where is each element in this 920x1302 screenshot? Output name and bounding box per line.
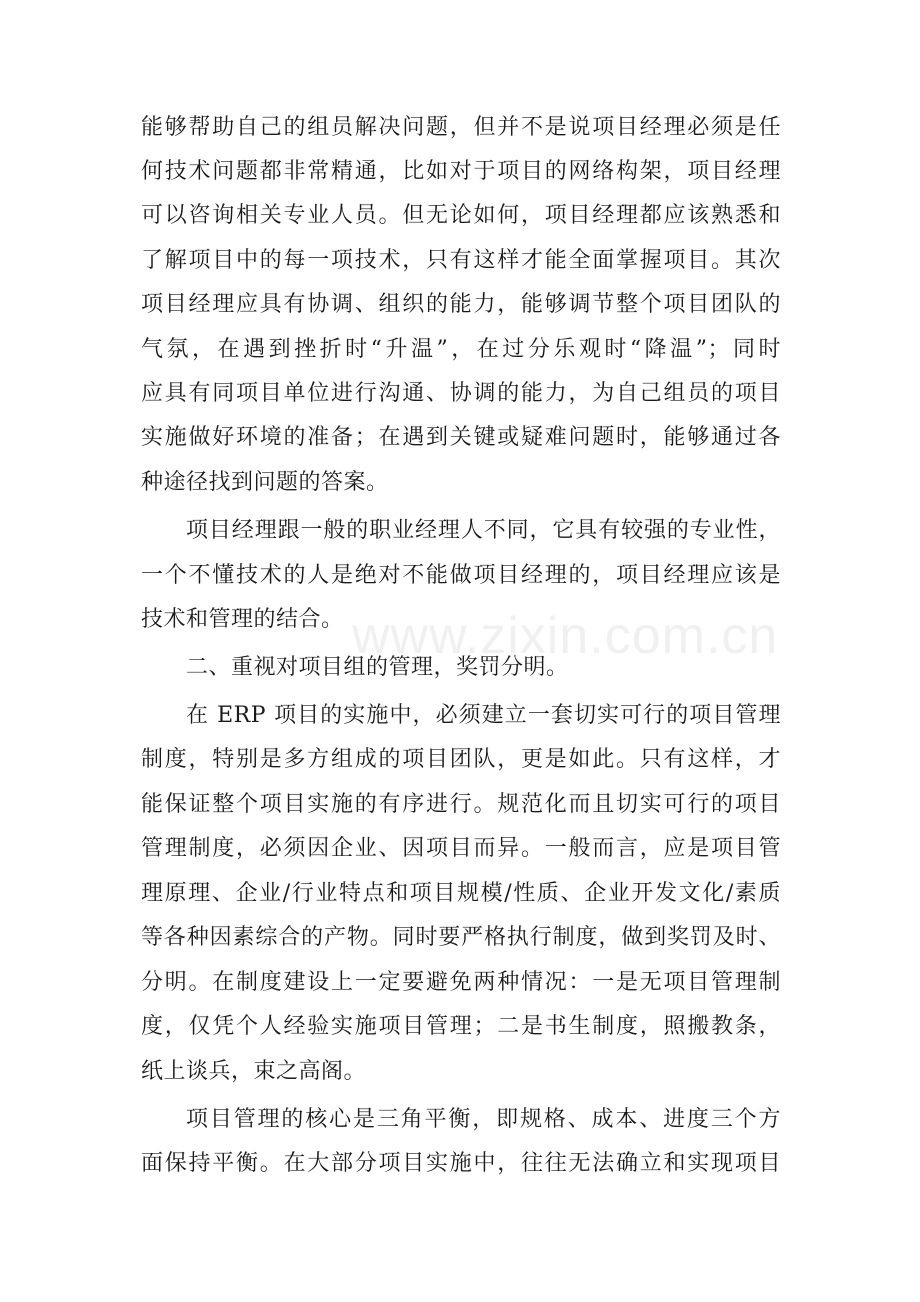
paragraph-2-line-2: 一个不懂技术的人是绝对不能做项目经理的，项目经理应该是 [141, 563, 781, 588]
paragraph-2-line-3: 技术和管理的结合。 [141, 607, 344, 632]
paragraph-1-line-5: 项目经理应具有协调、组织的能力，能够调节整个项目团队的 [141, 292, 781, 317]
watermark: www.zixin.com.cn [352, 607, 779, 665]
paragraph-4-line-1: 项目管理的核心是三角平衡，即规格、成本、进度三个方 [186, 1107, 781, 1132]
paragraph-3-line-7: 分明。在制度建设上一定要避免两种情况：一是无项目管理制 [141, 970, 781, 995]
paragraph-3-line-9: 纸上谈兵，束之高阁。 [141, 1059, 367, 1084]
paragraph-1-line-9: 种途径找到问题的答案。 [141, 470, 389, 495]
paragraph-3-line-3: 能保证整个项目实施的有序进行。规范化而且切实可行的项目 [141, 792, 781, 817]
paragraph-4-line-2: 面保持平衡。在大部分项目实施中，往往无法确立和实现项目 [141, 1151, 781, 1176]
paragraph-1-line-3: 可以咨询相关专业人员。但无论如何，项目经理都应该熟悉和 [141, 203, 781, 228]
paragraph-1-line-1: 能够帮助自己的组员解决问题，但并不是说项目经理必须是任 [141, 115, 781, 140]
paragraph-3-line-5: 理原理、企业/行业特点和项目规模/性质、企业开发文化/素质 [141, 881, 781, 906]
paragraph-3-line-6: 等各种因素综合的产物。同时要严格执行制度，做到奖罚及时、 [141, 925, 781, 950]
paragraph-3-line-8: 度，仅凭个人经验实施项目管理；二是书生制度，照搬教条， [141, 1014, 781, 1039]
paragraph-1-line-4: 了解项目中的每一项技术，只有这样才能全面掌握项目。其次 [141, 248, 781, 273]
paragraph-2-line-1: 项目经理跟一般的职业经理人不同，它具有较强的专业性， [186, 518, 781, 543]
paragraph-1-line-2: 何技术问题都非常精通，比如对于项目的网络构架，项目经理 [141, 159, 781, 184]
paragraph-3-line-1: 在 ERP 项目的实施中，必须建立一套切实可行的项目管理 [186, 703, 781, 728]
paragraph-3-line-2: 制度，特别是多方组成的项目团队，更是如此。只有这样，才 [141, 747, 781, 772]
paragraph-1-line-8: 实施做好环境的准备；在遇到关键或疑难问题时，能够通过各 [141, 425, 781, 450]
paragraph-1-line-7: 应具有同项目单位进行沟通、协调的能力，为自己组员的项目 [141, 381, 781, 406]
paragraph-3-line-4: 管理制度，必须因企业、因项目而异。一般而言，应是项目管 [141, 836, 781, 861]
paragraph-1-line-6: 气氛，在遇到挫折时“升温”，在过分乐观时“降温”；同时 [141, 337, 781, 362]
section-heading: 二、重视对项目组的管理，奖罚分明。 [186, 655, 569, 680]
